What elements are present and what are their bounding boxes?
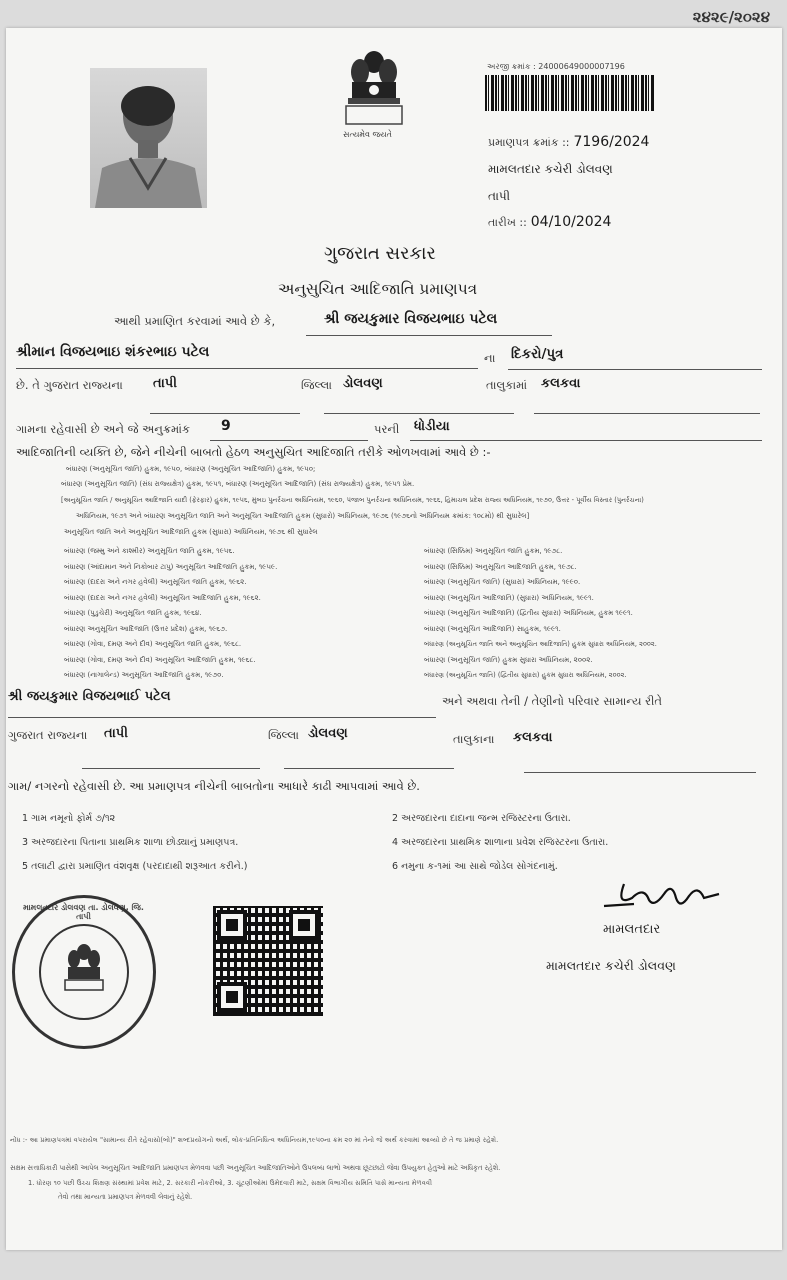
jilla-value: ડોલવણ (343, 376, 383, 391)
order-line-3: [અનુસૂચિત જાતિ / અનુસૂચિત આદિજાતિ યાદી (ફેરફાર) હુકમ, ૧૯૫૬, મુંબઇ પુનર્રચના અધિનિયમ, ૧૯૬૦, પંજાબ પુનર્રચના અધિનિયમ, ૧૯૬૬, હિમાચલ પ્રદેશ રાજ્ય અધિનિયમ, ૧૯૭૦, ઉત્તર - પૂર્વીય વિસ્તાર (પુનર્રચના) (61, 496, 644, 504)
father-name-line (16, 368, 478, 369)
signatory-office: મામલતદાર કચેરી ડોલવણ (546, 958, 676, 973)
holder-name: શ્રી જયકુમાર વિજયભાઇ પટેલ (324, 311, 498, 327)
relation-line (508, 369, 762, 370)
state-text: છે. તે ગુજરાત રાજ્યના (16, 378, 123, 392)
holder-name-2-line (8, 717, 436, 718)
order-left-3: બંધારણ (દાદરા અને નગર હવેલી) અનુસૂચિત જાતિ હુકમ, ૧૯૬૨. (64, 578, 247, 586)
qr-finder-bottom-left (217, 982, 247, 1012)
certificate-number-label: પ્રમાણપત્ર ક્રમાંક :: (488, 136, 570, 149)
certificate-title: અનુસુચિત આદિજાતિ પ્રમાણપત્ર (278, 280, 478, 298)
taluka-2-line (524, 772, 756, 773)
applicant-photo (90, 68, 207, 208)
official-seal (12, 895, 156, 1049)
barcode-label: અરજી ક્રમાંક : 24000649000007196 (487, 62, 625, 71)
father-name: શ્રીમાન વિજયભાઇ શંકરભાઇ પટેલ (16, 344, 210, 360)
parni-label: પરની (374, 422, 400, 436)
village-text: ગામ/ નગરનો રહેવાસી છે. આ પ્રમાણપત્ર નીચેની બાબતોના આધારે કાઢી આપવામાં આવે છે. (8, 779, 420, 793)
taluka-label: તાલુકામાં (486, 378, 528, 392)
date-row (488, 214, 611, 230)
serial-number: 9 (221, 418, 231, 434)
order-line-2: બંધારણ (અનુસૂચિત જાતિ) (સંઘ રાજ્યક્ષેત્ર) હુકમ, ૧૯૫૧, બંધારણ (અનુસૂચિત આદિજાતિ) (સંઘ રાજ્યક્ષેત્ર) હુકમ, ૧૯૫૧ પ્રેમ. (61, 480, 415, 488)
district-line (150, 413, 300, 414)
district-2-line (82, 768, 260, 769)
order-left-8: બંધારણ (ગોવા, દમણ અને દીવ) અનુસૂચિત આદિજાતિ હુકમ, ૧૯૬૮. (64, 656, 256, 664)
order-right-3: બંધારણ (અનુસૂચિત જાતિ) (સુધારા) અધિનિયમ, ૧૯૯૦. (424, 578, 581, 586)
order-line-5: અનુસૂચિત જાતિ અને અનુસૂચિત આદિજાતિ હુકમ (સુધારા) અધિનિયમ, ૧૯૭૬ થી સુધારેલ (64, 528, 318, 536)
basis-item-4: 4 અરજદારના પ્રાથમિક શાળાના પ્રવેશ રજિસ્ટરના ઉતારા. (392, 837, 609, 848)
tribe-line (410, 440, 762, 441)
basis-item-1: 1 ગામ નમૂનો ફોર્મ ૭/૧૨ (22, 813, 116, 824)
emblem-motto: સત્યમેવ જયતે (343, 130, 392, 139)
family-text: અને અથવા તેની / તેણીનો પરિવાર સામાન્ય રીતે (442, 694, 663, 708)
jilla-2-line (284, 768, 454, 769)
taluka-value-2: કલકવા (513, 730, 553, 745)
order-line-4: અધિનિયમ, ૧૯૭૧ અને બંધારણ અનુસૂચિત જાતિ અને અનુસૂચિત આદિજાતિ હુકમ (સુધારો) અધિનિયમ, ૧૯૭૬ (૧૯૭૬નો અધિનિયમ ક્રમાંક: ૧૦૮મો) થી સુધારેલ] (76, 512, 530, 520)
state-text-2: ગુજરાત રાજ્યના (8, 728, 88, 742)
basis-item-3: 3 અરજદારના પિતાના પ્રાથમિક શાળા છોડ્યાનું પ્રમાણપત્ર. (22, 837, 239, 848)
district-value-2: તાપી (104, 726, 128, 741)
na-label: ના (484, 351, 496, 365)
basis-item-6: 6 નમુના ક-૧માં આ સાથે જોડેલ સોગંદનામું. (392, 861, 558, 872)
signature-icon (594, 876, 724, 920)
order-left-2: બંધારણ (આંદામાન અને નિકોબાર ટાપુ) અનુસૂચિત આદિજાતિ હુકમ, ૧૯૫૯. (64, 563, 278, 571)
barcode (485, 75, 655, 111)
order-left-6: બંધારણ અનુસૂચિત આદિજાતિ (ઉત્તર પ્રદેશ) હુકમ, ૧૯૬૭. (64, 625, 228, 633)
order-left-7: બંધારણ (ગોવા, દમણ અને દીવ) અનુસૂચિત જાતિ હુકમ, ૧૯૬૮. (64, 640, 242, 648)
order-line-1: બંધારણ (અનુસૂચિત જાતિ) હુકમ, ૧૯૫૦, બંધારણ (અનુસૂચિત આદિજાતિ) હુકમ, ૧૯૫૦; (66, 465, 316, 473)
seal-emblem-icon (61, 942, 107, 998)
certificate-number: 7196/2024 (573, 134, 650, 150)
taluka-label-2: તાલુકાના (453, 732, 495, 746)
jilla-label: જિલ્લા (301, 378, 332, 392)
order-right-5: બંધારણ (અનુસૂચિત આદિજાતિ) (દ્વિતીય સુધારા) અધિનિયમ, હુકમ ૧૯૯૧. (424, 609, 633, 617)
office-name: મામલતદાર કચેરી ડોલવણ (488, 162, 613, 176)
recognized-text: આદિજાતિની વ્યક્તિ છે, જેને નીચેની બાબતો હેઠળ અનુસુચિત આદિજાતિ તરીકે ઓળખવામાં આવે છે :- (16, 445, 491, 459)
order-right-2: બંધારણ (સિક્કિમ) અનુસૂચિત આદિજાતિ હુકમ, ૧૯૭૮. (424, 563, 577, 571)
jilla-label-2: જિલ્લા (268, 728, 299, 742)
signatory-title: મામલતદાર (603, 922, 661, 937)
seal-text: મામલતદાર ડોલવણ તા. ડોલવણ, જિ. તાપી (23, 903, 144, 921)
footer-line-2: સક્ષમ સત્તાધિકારી પાસેથી આપેલ અનુસૂચિત આદિજાતિ પ્રમાણપત્ર મેળવવા પછી અનુસૂચિત આદિજાતિઓને ઉપલબ્ધ લાભો અથવા છૂટછાટો જેવા ઉપયુક્ત હેતુઓ માટે અધિકૃત રહેશે. (10, 1164, 501, 1172)
jilla-line (324, 413, 514, 414)
order-right-4: બંધારણ (અનુસૂચિત આદિજાતિ) (સુધારા) અધિનિયમ, ૧૯૯૧. (424, 594, 594, 602)
order-right-7: બંધારણ (અનુસૂચિત જાતિ અને અનુસૂચિત આદિજાતિ) હુકમ સુધારા અધિનિયમ, ૨૦૦૨. (424, 640, 657, 648)
relation: દિકરો/પુત્ર (511, 346, 564, 362)
qr-code (213, 906, 323, 1016)
district-name: તાપી (488, 189, 511, 203)
date-label: તારીખ :: (488, 216, 527, 229)
footer-line-4: તેવો તથા માન્યતા પ્રમાણપત્ર મેળવવી લેવાનું રહેશે. (58, 1193, 193, 1201)
order-left-1: બંધારણ (જમ્મુ અને કાશ્મીર) અનુસૂચિત જાતિ હુકમ, ૧૯૫૬. (64, 547, 235, 555)
holder-name-2: શ્રી જયકુમાર વિજયભાઈ પટેલ (8, 689, 171, 704)
order-right-6: બંધારણ (અનુસૂચિત આદિજાતિ) સાહુકમ, ૧૯૯૧. (424, 625, 561, 633)
district-value: તાપી (153, 376, 177, 391)
certificate-number-row (488, 134, 649, 150)
order-right-1: બંધારણ (સિક્કિમ) અનુસૂચિત જાતિ હુકમ, ૧૯૭૮. (424, 547, 563, 555)
resident-text: ગામના રહેવાસી છે અને જે અનુક્રમાંક (16, 422, 191, 436)
qr-finder-top-right (289, 910, 319, 940)
government-title: ગુજરાત સરકાર (324, 243, 436, 264)
order-left-5: બંધારણ (પુડુચેરી) અનુસૂચિત જાતિ હુકમ, ૧૯૬૪. (64, 609, 202, 617)
serial-line (210, 440, 368, 441)
order-right-8: બંધારણ (અનુસૂચિત જાતિ) હુકમ સુધારા અધિનિયમ, ૨૦૦૨. (424, 656, 593, 664)
national-emblem-icon (342, 48, 406, 142)
tribe-name: ધોડીયા (414, 419, 450, 434)
jilla-value-2: ડોલવણ (308, 726, 348, 741)
date-value: 04/10/2024 (530, 214, 612, 230)
basis-item-5: 5 તલાટી દ્વારા પ્રમાણિત વંશવૃક્ષ (પરદાદાથી શરૂઆત કરીને.) (22, 861, 248, 872)
footer-line-3: 1. ધોરણ ૧૦ પછી ઉચ્ચ શિક્ષણ સંસ્થામાં પ્રવેશ માટે, 2. સરકારી નોકરીઓ, 3. ચૂંટણીઓમાં ઉમેદવારી માટે, સક્ષમ વિભાગીય સમિતિ પાસે માન્યતા મેળવવી (28, 1179, 432, 1187)
corner-number: ૨૪૨૯/૨૦૨૪ (692, 8, 770, 26)
certificate-page (6, 8, 782, 1250)
footer-note: નોંધ :- આ પ્રમાણપત્રમાં વપરાયેલ "સામાન્ય રીતે રહેવાસો(બો)" શબ્દપ્રયોગનો અર્થ, લોક-પ્રતિનિધિત્વ અધિનિયમ,૧૯૫૦ના ક્રમ ૨૦ માં તેનો જે અર્થ કરવામાં આવ્યો છે તે જ પ્રમાણે રહેશે. (10, 1136, 499, 1144)
certify-text: આથી પ્રમાણિત કરવામાં આવે છે કે, (114, 314, 276, 328)
qr-finder-top-left (217, 910, 247, 940)
basis-item-2: 2 અરજદારના દાદાના જન્મ રજિસ્ટરના ઉતારા. (392, 813, 571, 824)
holder-name-line (306, 335, 552, 336)
order-left-4: બંધારણ (દાદરા અને નગર હવેલી) અનુસૂચિત આદિજાતિ હુકમ, ૧૯૬૨. (64, 594, 261, 602)
taluka-line (534, 413, 760, 414)
taluka-value: કલકવા (541, 376, 581, 391)
order-left-9: બંધારણ (નાગાલેન્ડ) અનુસૂચિત આદિજાતિ હુકમ, ૧૯૭૦. (64, 671, 224, 679)
order-right-9: બંધારણ (અનુસૂચિત જાતિ) (દ્વિતીય સુધારા) હુકમ સુધારા અધિનિયમ, ૨૦૦૨. (424, 671, 627, 679)
